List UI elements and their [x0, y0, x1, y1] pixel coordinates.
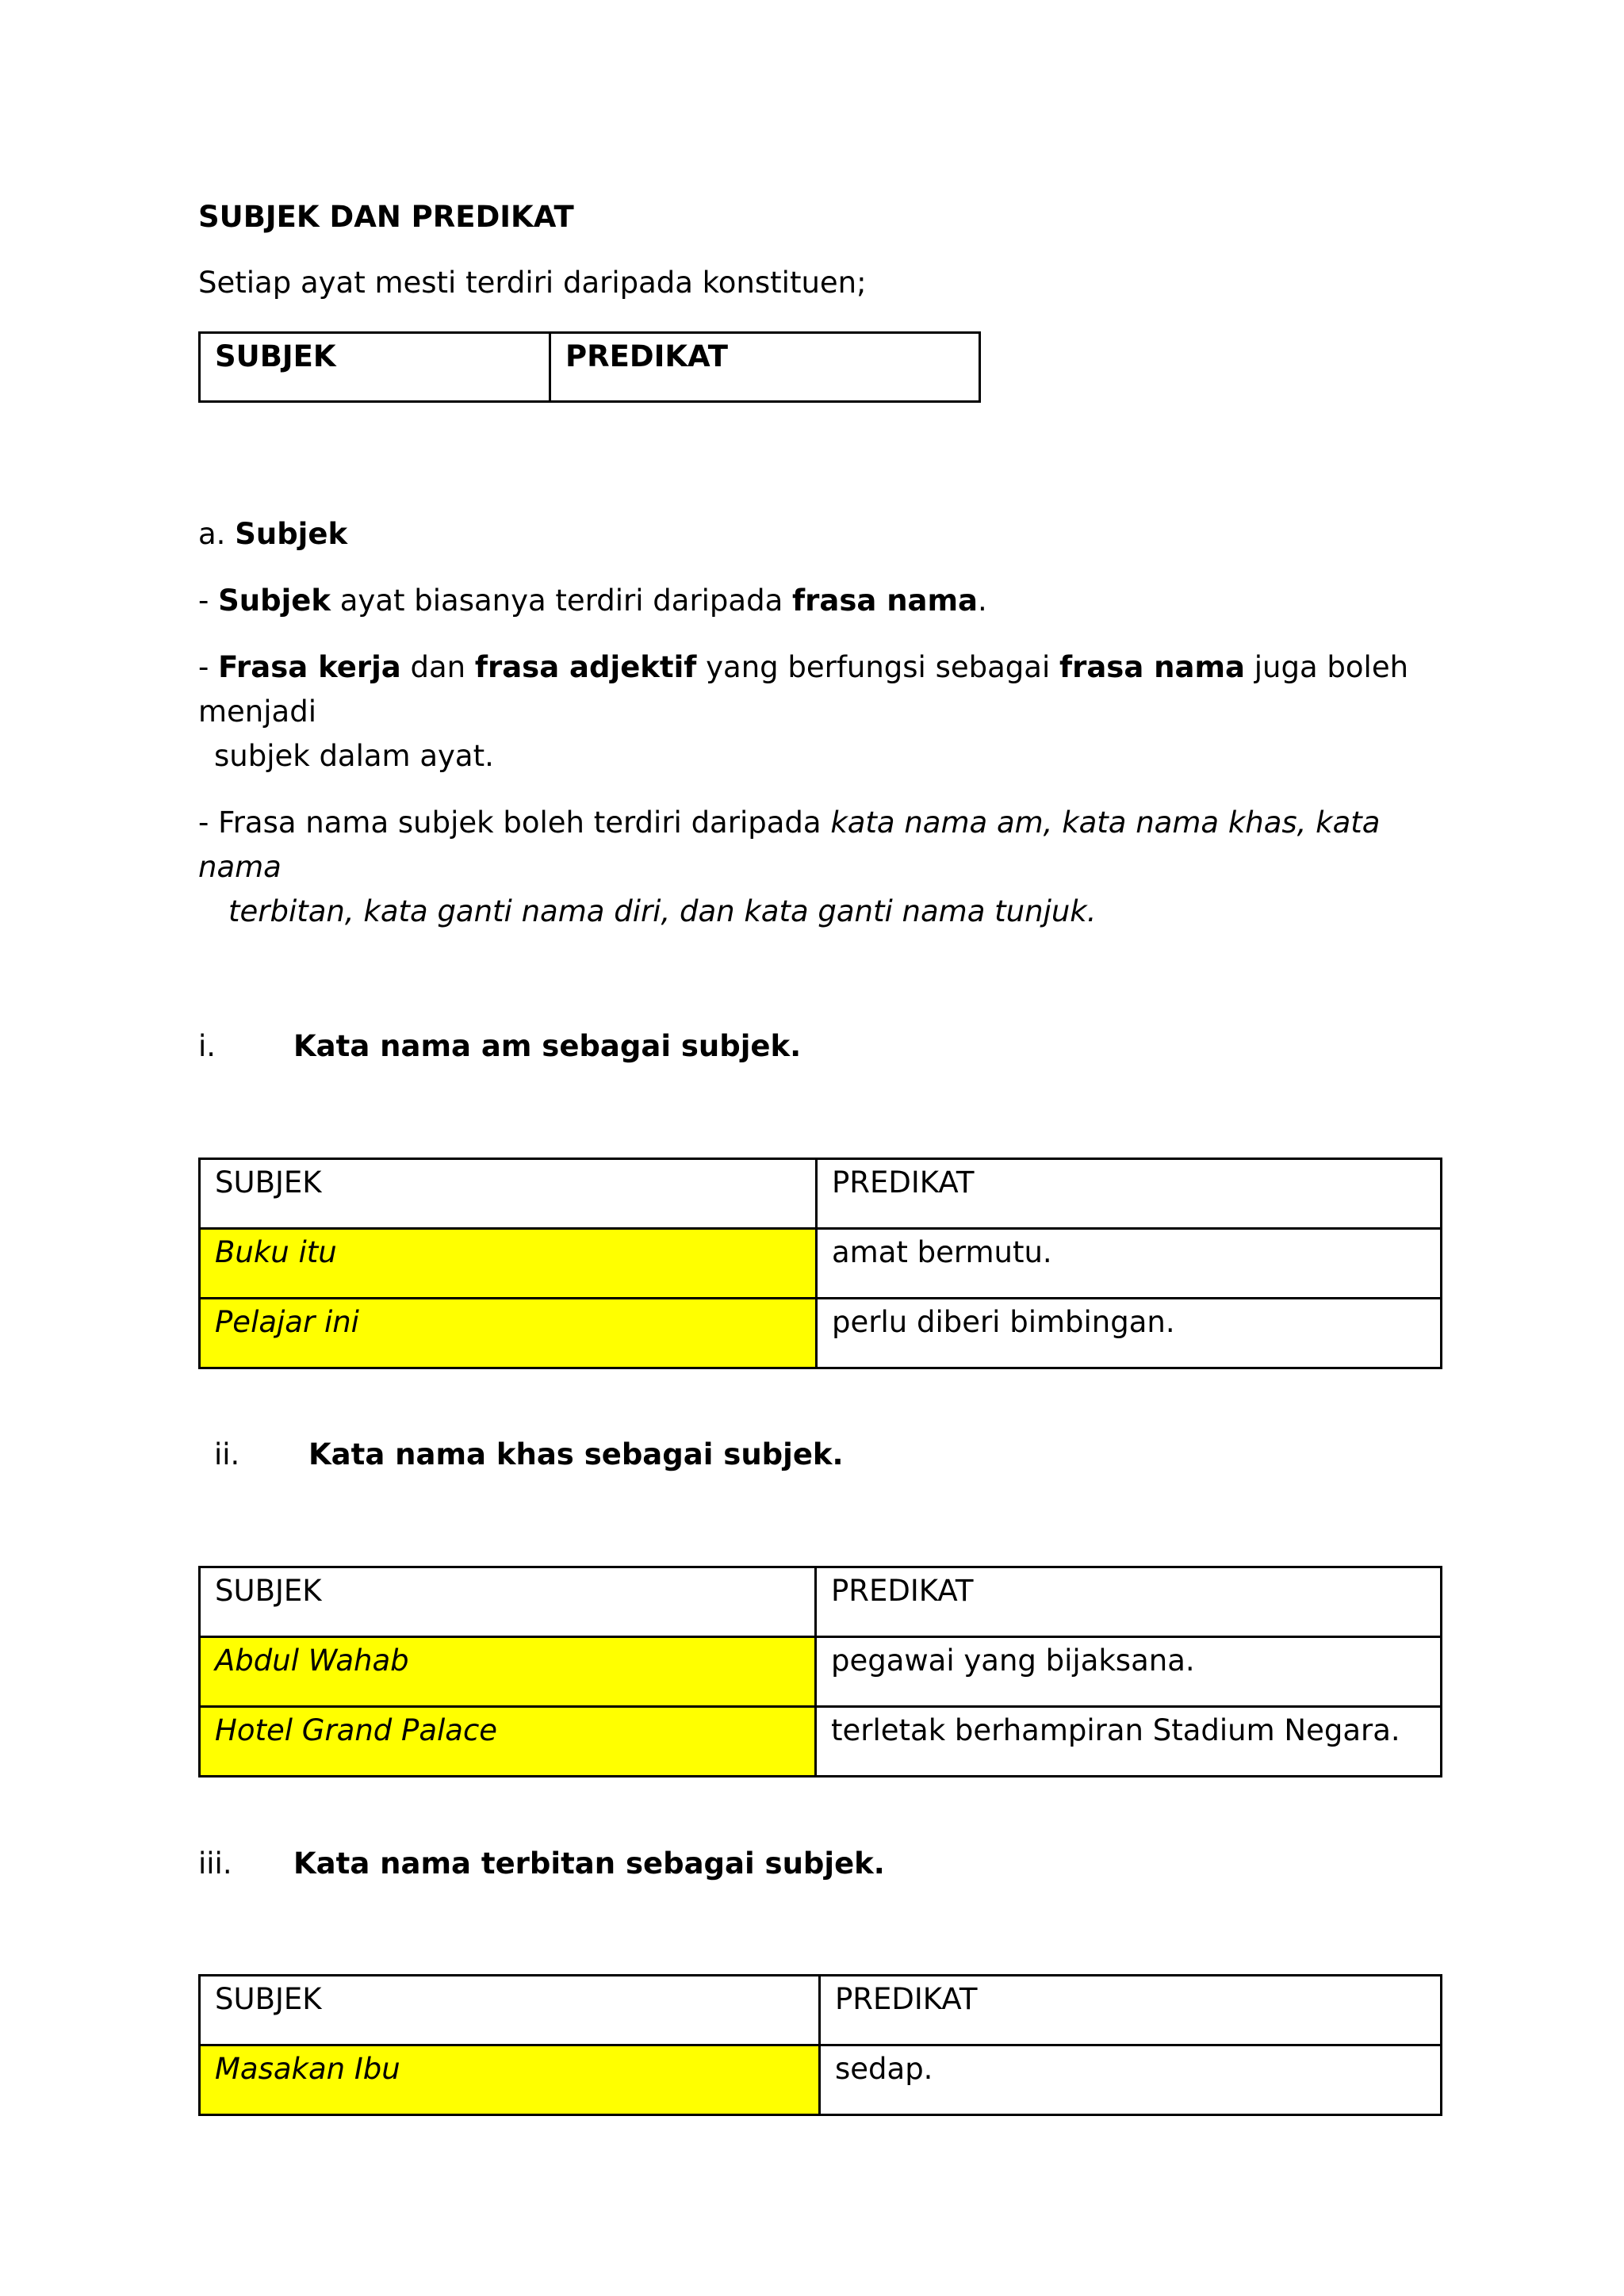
- dash: -: [198, 650, 219, 684]
- example-heading: Kata nama khas sebagai subjek.: [308, 1437, 844, 1471]
- table-row: [200, 333, 980, 402]
- page-title: SUBJEK DAN PREDIKAT: [198, 200, 574, 234]
- paragraph-2-line-1: [198, 650, 1408, 684]
- paragraph-1: [198, 584, 987, 618]
- predikat-cell: pegawai yang bijaksana.: [816, 1637, 1442, 1707]
- example-number: iii.: [198, 1846, 232, 1881]
- constituent-table: [198, 331, 981, 403]
- table-row: [200, 1707, 1442, 1777]
- example-table: [198, 1158, 1442, 1369]
- paragraph-3-line-1: [198, 806, 1380, 840]
- paragraph-3-line-2: nama: [198, 850, 282, 884]
- example-number: ii.: [214, 1437, 240, 1471]
- subjek-cell: Abdul Wahab: [200, 1637, 816, 1707]
- subjek-cell: SUBJEK: [200, 333, 550, 402]
- text: - Frasa nama subjek boleh terdiri daripada: [198, 806, 831, 840]
- dash: -: [198, 584, 219, 618]
- table-row: [200, 1637, 1442, 1707]
- header-predikat: PREDIKAT: [817, 1159, 1442, 1229]
- bold-term: Frasa kerja: [218, 650, 401, 684]
- example-table: [198, 1974, 1442, 2116]
- header-subjek: SUBJEK: [200, 1159, 817, 1229]
- example-number: i.: [198, 1029, 216, 1063]
- header-subjek: SUBJEK: [200, 1976, 820, 2045]
- paragraph-3-line-3: terbitan, kata ganti nama diri, dan kata ganti nama tunjuk.: [228, 894, 1097, 928]
- header-subjek: SUBJEK: [200, 1567, 816, 1637]
- text: juga boleh: [1245, 650, 1409, 684]
- text: yang berfungsi sebagai: [696, 650, 1059, 684]
- bold-term: frasa nama: [1059, 650, 1246, 684]
- bold-term: frasa nama: [792, 584, 979, 618]
- predikat-cell: sedap.: [820, 2045, 1442, 2115]
- subjek-cell: Pelajar ini: [200, 1299, 817, 1368]
- text: .: [978, 584, 987, 618]
- predikat-cell: PREDIKAT: [550, 333, 980, 402]
- table-header-row: [200, 1567, 1442, 1637]
- table-header-row: [200, 1976, 1442, 2045]
- subjek-cell: Masakan Ibu: [200, 2045, 820, 2115]
- predikat-cell: perlu diberi bimbingan.: [817, 1299, 1442, 1368]
- text: dan: [400, 650, 475, 684]
- table-header-row: [200, 1159, 1442, 1229]
- section-letter: a.: [198, 517, 226, 551]
- intro-text: Setiap ayat mesti terdiri daripada konstituen;: [198, 266, 867, 300]
- bold-term: frasa adjektif: [474, 650, 697, 684]
- table-row: [200, 2045, 1442, 2115]
- paragraph-2-line-2: menjadi: [198, 695, 316, 729]
- subjek-cell: Buku itu: [200, 1229, 817, 1299]
- table-row: [200, 1299, 1442, 1368]
- header-predikat: PREDIKAT: [816, 1567, 1442, 1637]
- section-heading: Subjek: [235, 517, 348, 551]
- predikat-cell: amat bermutu.: [817, 1229, 1442, 1299]
- section-a-heading: [198, 517, 347, 551]
- table-row: [200, 1229, 1442, 1299]
- example-heading: Kata nama am sebagai subjek.: [293, 1029, 802, 1063]
- subjek-cell: Hotel Grand Palace: [200, 1707, 816, 1777]
- header-predikat: PREDIKAT: [820, 1976, 1442, 2045]
- text: ayat biasanya terdiri daripada: [330, 584, 793, 618]
- paragraph-2-line-3: subjek dalam ayat.: [214, 739, 494, 773]
- predikat-cell: terletak berhampiran Stadium Negara.: [816, 1707, 1442, 1777]
- example-table: [198, 1566, 1442, 1777]
- example-heading: Kata nama terbitan sebagai subjek.: [293, 1846, 885, 1881]
- italic-terms: kata nama am, kata nama khas, kata: [830, 806, 1381, 840]
- bold-term: Subjek: [218, 584, 331, 618]
